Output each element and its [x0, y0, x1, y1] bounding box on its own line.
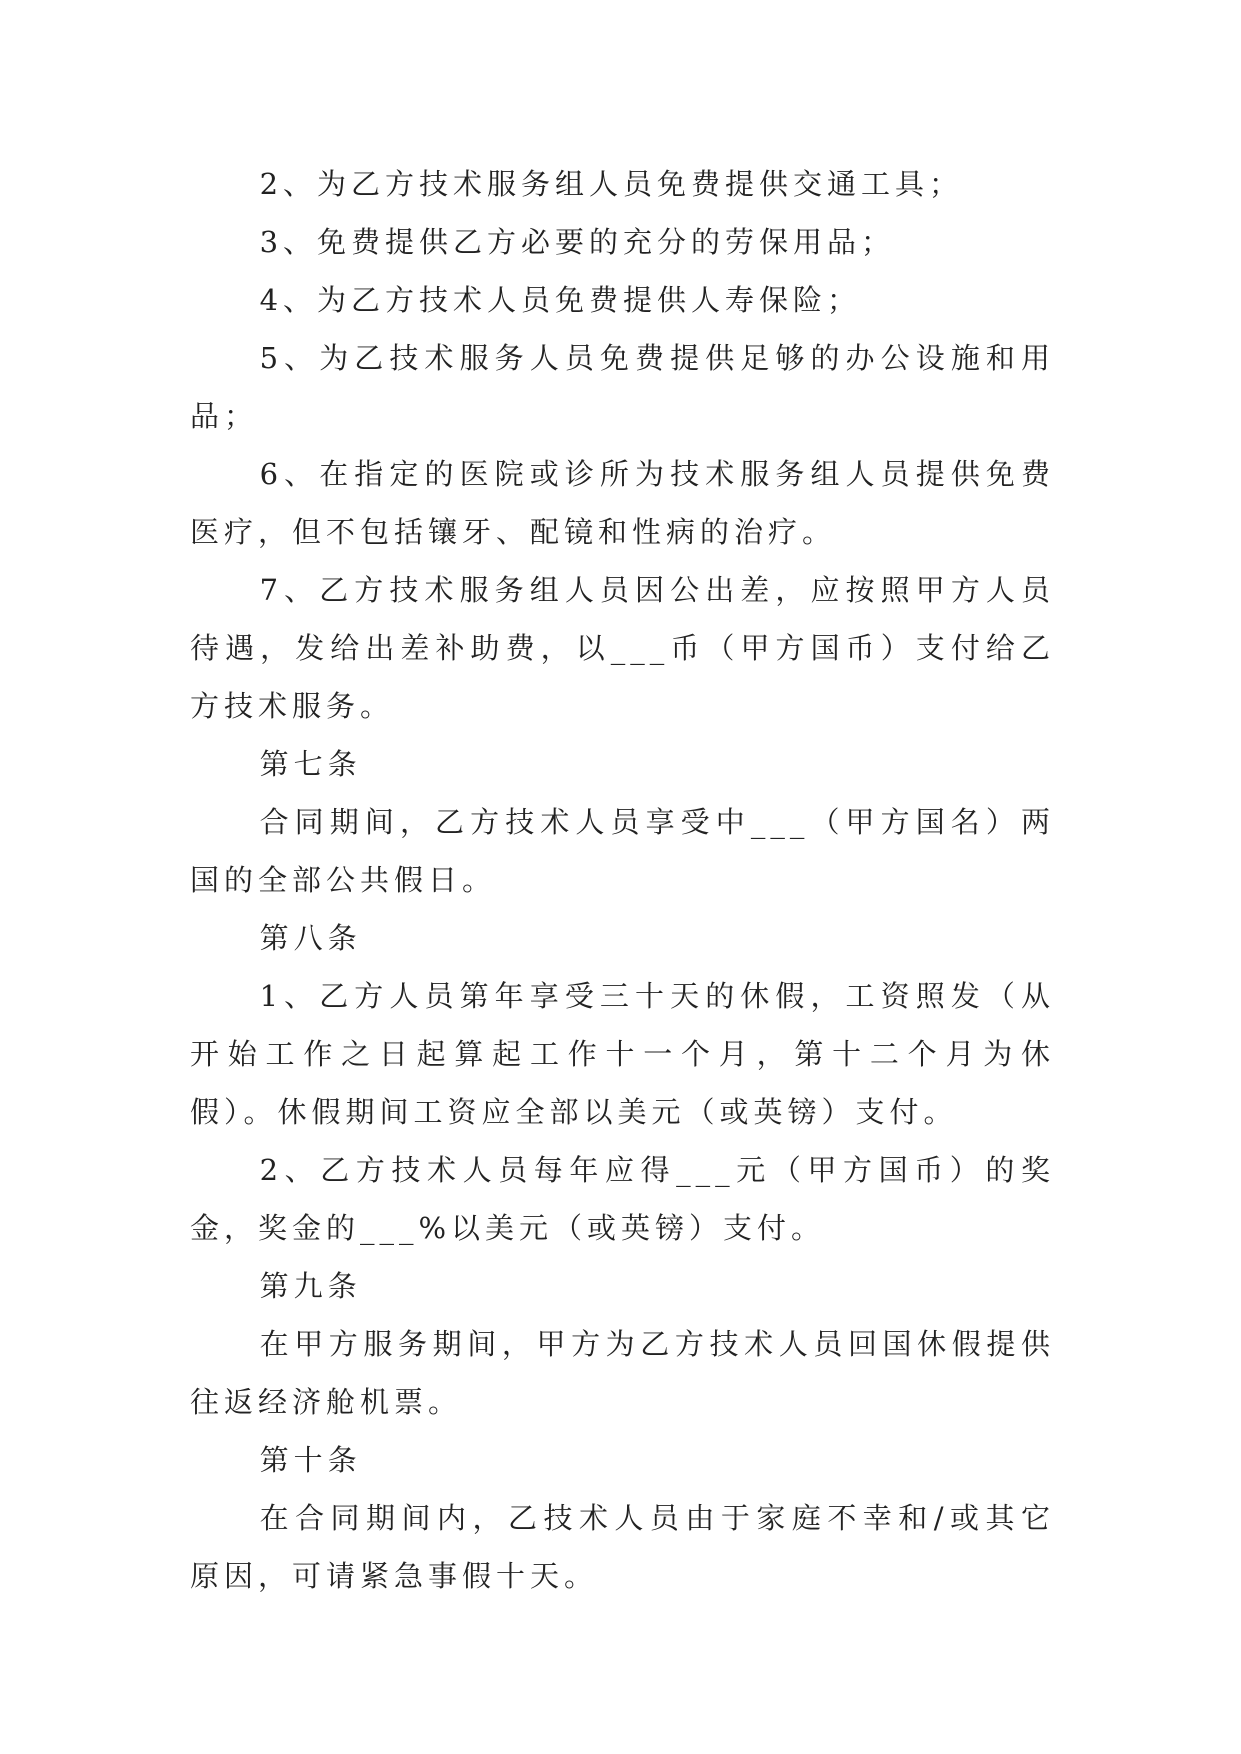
article-heading: 第九条 [259, 1269, 362, 1303]
paragraph: 1、乙方人员第年享受三十天的休假，工资照发（从开始工作之日起算起工作十一个月，第十二个月为休假）。休假期间工资应全部以美元（或英镑）支付。 [190, 979, 1055, 1129]
article-heading: 第八条 [259, 921, 362, 955]
paragraph: 在合同期间内，乙技术人员由于家庭不幸和/或其它原因，可请紧急事假十天。 [190, 1501, 1055, 1593]
paragraph: 5、为乙技术服务人员免费提供足够的办公设施和用品； [190, 341, 1055, 433]
paragraph: 2、为乙方技术服务组人员免费提供交通工具； [259, 167, 964, 201]
paragraph: 合同期间，乙方技术人员享受中___（甲方国名）两国的全部公共假日。 [190, 805, 1055, 897]
paragraph: 7、乙方技术服务组人员因公出差，应按照甲方人员待遇，发给出差补助费，以___币（甲方国币）支付给乙方技术服务。 [190, 573, 1055, 723]
paragraph: 在甲方服务期间，甲方为乙方技术人员回国休假提供往返经济舱机票。 [190, 1327, 1055, 1419]
paragraph: 2、乙方技术人员每年应得___元（甲方国币）的奖金，奖金的___%以美元（或英镑）支付。 [190, 1153, 1055, 1245]
article-heading: 第十条 [259, 1443, 362, 1477]
article-heading: 第七条 [259, 747, 362, 781]
paragraph: 4、为乙方技术人员免费提供人寿保险； [259, 283, 862, 317]
document-body [190, 155, 1055, 1605]
paragraph: 6、在指定的医院或诊所为技术服务组人员提供免费医疗，但不包括镶牙、配镜和性病的治疗。 [190, 457, 1055, 549]
paragraph: 3、免费提供乙方必要的充分的劳保用品； [259, 225, 896, 259]
